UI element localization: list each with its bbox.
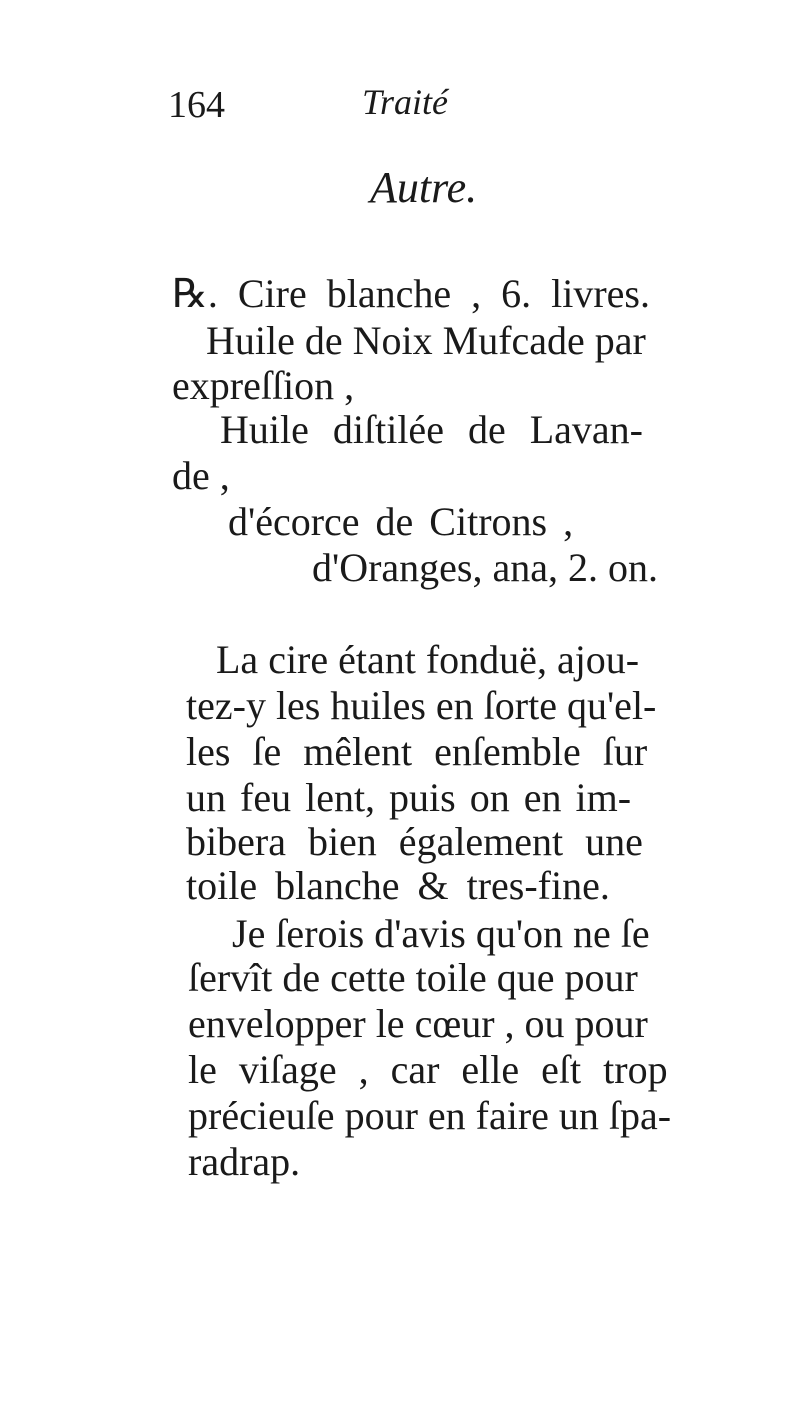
running-title: Traité [362,82,449,122]
section-title: Autre. [370,163,478,212]
recipe-line: d'Oranges, ana, 2. on. [312,545,658,590]
text-line: Je ſerois d'avis qu'on ne ſe [232,911,650,956]
text-line: précieuſe pour en faire un ſpa- [188,1093,672,1138]
page-number: 164 [168,84,225,126]
text-line: envelopper le cœur , ou pour [188,1001,648,1046]
text-line: un feu lent, puis on en im- [186,775,632,820]
text-line: le viſage , car elle eſt trop [188,1047,668,1092]
recipe-line: Huile de Noix Mufcade par [206,318,646,363]
text-line: radrap. [188,1139,301,1184]
text-line: toile blanche & tres-fine. [186,863,610,908]
text-line: ſervît de cette toile que pour [188,955,638,1000]
recipe-line: ℞. Cire blanche , 6. livres. [172,271,650,316]
text-line: La cire étant fonduë, ajou- [216,637,640,682]
recipe-line: de , [172,453,230,498]
text-line: les ſe mêlent enſemble ſur [186,729,648,774]
recipe-line: d'écorce de Citrons , [228,499,574,544]
recipe-line: Huile diſtilée de Lavan- [220,407,643,452]
recipe-line: expreſſion , [172,363,355,408]
text-line: bibera bien également une [186,819,643,864]
text-line: tez-y les huiles en ſorte qu'el- [186,683,657,728]
